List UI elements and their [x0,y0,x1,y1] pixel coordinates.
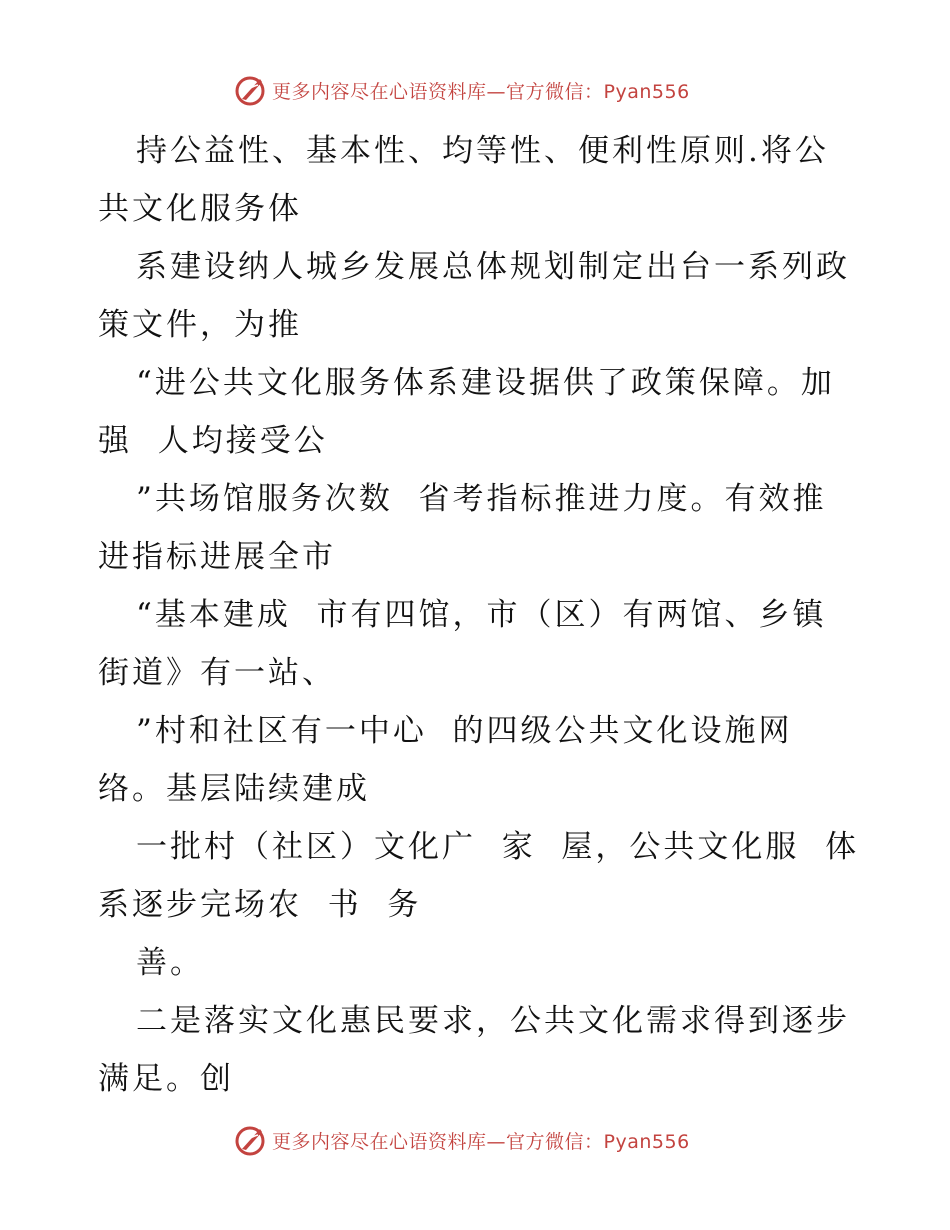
body-line: 街道》有一站、 [98,655,336,691]
body-line: 策文件，为推 [98,307,302,343]
body-line: ”共场馆服务次数 省考指标推进力度。有效推 [136,481,827,517]
body-line: “进公共文化服务体系建设据供了政策保障。加 [136,365,835,401]
body-line: ”村和社区有一中心 的四级公共文化设施网 [136,713,793,749]
body-line: 进指标进展全市 [98,539,336,575]
body-line: 一批村（社区）文化广 家 屋，公共文化服 体 [136,829,860,865]
watermark-text: 更多内容尽在心语资料库—官方微信：Pyan556 [272,1130,690,1153]
watermark-footer [234,1122,690,1158]
document-body [98,122,858,1108]
body-line: 共文化服务体 [98,191,302,227]
body-line: 强 人均接受公 [98,423,328,459]
watermark-text: 更多内容尽在心语资料库—官方微信：Pyan556 [272,80,690,103]
body-line: 络。基层陆续建成 [98,771,370,807]
watermark-header [234,72,690,108]
quill-logo-icon [234,73,268,107]
body-line: 满足。创 [98,1061,234,1097]
body-line: 二是落实文化惠民要求，公共文化需求得到逐步 [136,1003,850,1039]
body-line: 善。 [136,945,204,981]
quill-logo-icon [234,1123,268,1157]
body-line: “基本建成 市有四馆，市（区）有两馆、乡镇 [136,597,827,633]
body-line: 系建设纳人城乡发展总体规划制定出台一系列政 [136,249,850,285]
body-line: 持公益性、基本性、均等性、便利性原则.将公 [136,133,829,169]
body-line: 系逐步完场农 书 务 [98,887,422,923]
